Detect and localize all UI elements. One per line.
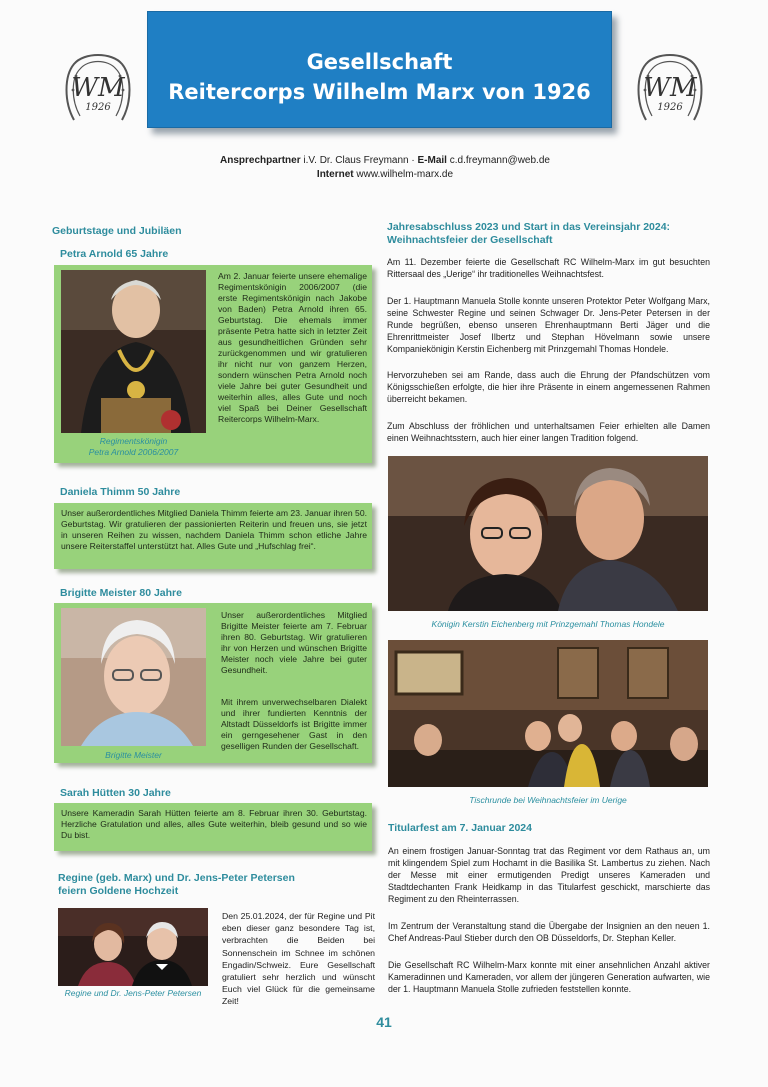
petra-text: Am 2. Januar feierte unsere ehemalige Regimentskönigin 2006/2007 (die erste Regimentskönigin nach Jakobe von Baden) Petra Arnold ihren 65. Geburtstag. Die ehemals immer präsente Petra hatte sich in letzter Zeit aus gesundheitlichen Gründen sehr zurückgenommen und wir gratulieren ihr nicht nur von ganzem Herzen, sondern wünschen Petra Arnold noch viele Jahre bei guter Gesundheit und weiterhin alles, alles Gute und noch viel Spaß bei Deiner Gesellschaft Reitercorps Wilhelm-Marx. xyxy=(218,271,367,424)
regine-title: Regine (geb. Marx) und Dr. Jens-Peter Petersen feiern Goldene Hochzeit xyxy=(58,872,295,897)
section-title-birthdays: Geburtstage und Jubiläen xyxy=(52,225,182,237)
svg-text:WM: WM xyxy=(643,73,697,103)
email-label: E-Mail xyxy=(417,155,447,166)
internet-label: Internet xyxy=(316,169,354,180)
title-banner xyxy=(147,11,612,128)
titularfest-title: Titularfest am 7. Januar 2024 xyxy=(388,822,532,834)
brigitte-title: Brigitte Meister 80 Jahre xyxy=(60,587,182,599)
brigitte-text-1: Unser außerordentliches Mitglied Brigitte Meister feierte am 7. Februar ihren 80. Geburtstag. Wir gratulieren ihr von Herzen und wünschen Brigitte Meister noch viele Jahre bei guter Gesundheit. xyxy=(221,610,367,675)
titularfest-p3: Die Gesellschaft RC Wilhelm-Marx konnte mit einer ansehnlichen Anzahl aktiver Kameradinnen und Kameraden, vor allem der jüngeren Generation aufwarten, wie der 1. Hauptmann Manuela Stolle zufrieden feststellen konnte. xyxy=(388,960,710,994)
jahresabschluss-p3: Hervorzuheben sei am Rande, dass auch die Ehrung der Pfandschützen vom Königsschießen erfolgte, die hier ihre Präsente in einem angemessenen Rahmen überreicht bekamen. xyxy=(387,370,710,404)
contact-label: Ansprechpartner xyxy=(220,155,301,166)
logo-right xyxy=(632,50,708,126)
brigitte-text-2: Mit ihrem unverwechselbaren Dialekt und ihrer fundierten Kenntnis der Altstadt Düsseldorfs ist Brigitte immer ein gerngesehener Gast in den geselligen Runden der Gesellschaft. xyxy=(221,697,367,751)
title-line-1: Gesellschaft xyxy=(306,50,453,74)
brigitte-photo xyxy=(61,608,206,746)
contact-block: Ansprechpartner i.V. Dr. Claus Freymann · E-Mail c.d.freymann@web.de Internet www.wilhelm-marx.de xyxy=(220,155,550,180)
petra-title: Petra Arnold 65 Jahre xyxy=(60,248,169,260)
petra-caption: Regimentskönigin Petra Arnold 2006/2007 xyxy=(88,436,179,457)
daniela-text: Unser außerordentliches Mitglied Daniela Thimm feierte am 23. Januar ihren 50. Geburtstag. Wir gratulieren der passionierten Reiterin und freuen uns, sie jetzt in unseren Reihen zu wissen, nachdem Daniela Thimm schon etliche Jahre unsere Reiterstaffel unterstützt hat. Alles Gute und „Hufschlag frei“. xyxy=(61,508,367,551)
jahresabschluss-p1: Am 11. Dezember feierte die Gesellschaft RC Wilhelm-Marx im gut besuchten Rittersaal des „Uerige“ ihr traditionelles Weihnachtsfest. xyxy=(387,257,710,279)
titularfest-p2: Im Zentrum der Veranstaltung stand die Übergabe der Insignien an den neuen 1. Chef Andreas-Paul Stieber durch den OB Düsseldorfs, Dr. Stephan Keller. xyxy=(388,921,710,943)
title-line-2: Reitercorps Wilhelm Marx von 1926 xyxy=(168,80,591,104)
regine-caption: Regine und Dr. Jens-Peter Petersen xyxy=(64,988,202,998)
koenigin-photo xyxy=(388,456,708,611)
titularfest-p1: An einem frostigen Januar-Sonntag trat das Regiment vor dem Rathaus an, um mit klingendem Spiel zum Hochamt in die Basilika St. Lambertus zu ziehen. Nach der Messe mit einer ermutigenden Predigt unseres Kameraden und Stadtdechanten Frank Heidkamp in das Titularfest geschickt, marschierte das Regiment zu den Rheinterrassen. xyxy=(388,846,710,904)
koenigin-caption: Königin Kerstin Eichenberg mit Prinzgemahl Thomas Hondele xyxy=(431,619,665,629)
tischrunde-photo xyxy=(388,640,708,787)
horseshoe-monogram-icon xyxy=(60,50,136,126)
regine-photo xyxy=(58,908,208,986)
daniela-title: Daniela Thimm 50 Jahre xyxy=(60,486,181,498)
regine-text: Den 25.01.2024, der für Regine und Pit eben dieser ganz besondere Tag ist, verbrachten die Beiden bei Sonnenschein im Schnee im schönen Engadin/Schweiz. Eure Gesellschaft gratuliert sehr herzlich und wünscht Euch viel Glück für die gemeinsame Zeit! xyxy=(222,911,375,1007)
brigitte-caption: Brigitte Meister xyxy=(105,750,162,760)
page-number: 41 xyxy=(376,1014,392,1030)
tischrunde-caption: Tischrunde bei Weihnachtsfeier im Uerige xyxy=(469,795,627,805)
jahresabschluss-title: Jahresabschluss 2023 und Start in das Vereinsjahr 2024: Weihnachtsfeier der Gesellschaft xyxy=(387,221,671,246)
sarah-title: Sarah Hütten 30 Jahre xyxy=(60,787,171,799)
jahresabschluss-p2: Der 1. Hauptmann Manuela Stolle konnte unseren Protektor Peter Wolfgang Marx, seine Schwester Regine und seinen Schwager Dr. Jens-Peter Petersen in der Runde begrüßen, ebenso unseren Ehrenhauptmann Berti Jäger und die Ehrenrittmeister Josef Ilbertz und Stephan Hövelmann sowie unsere Kompaniekönigin Kerstin Eichenberg mit Prinzgemahl Thomas Hondele. xyxy=(387,296,710,354)
logo-year: 1926 xyxy=(657,102,683,113)
jahresabschluss-p4: Zum Abschluss der fröhlichen und unterhaltsamen Feier erhielten alle Damen einen Weihnachtsstern, auch hier einer langen Tradition folgend. xyxy=(387,421,710,443)
logo-year: 1926 xyxy=(85,102,111,113)
website-link[interactable]: www.wilhelm-marx.de xyxy=(356,169,454,180)
contact-person: i.V. Dr. Claus Freymann xyxy=(303,155,409,166)
horseshoe-monogram-icon xyxy=(632,50,708,126)
petra-photo xyxy=(61,270,206,433)
logo-left xyxy=(60,50,136,126)
svg-text:WM: WM xyxy=(71,73,125,103)
sarah-text: Unsere Kameradin Sarah Hütten feierte am 8. Februar ihren 30. Geburtstag. Herzliche Gratulation und alles, alles Gute weiterhin, bleib gesund und so wie Du bist. xyxy=(61,808,367,840)
email-address[interactable]: c.d.freymann@web.de xyxy=(449,155,550,166)
